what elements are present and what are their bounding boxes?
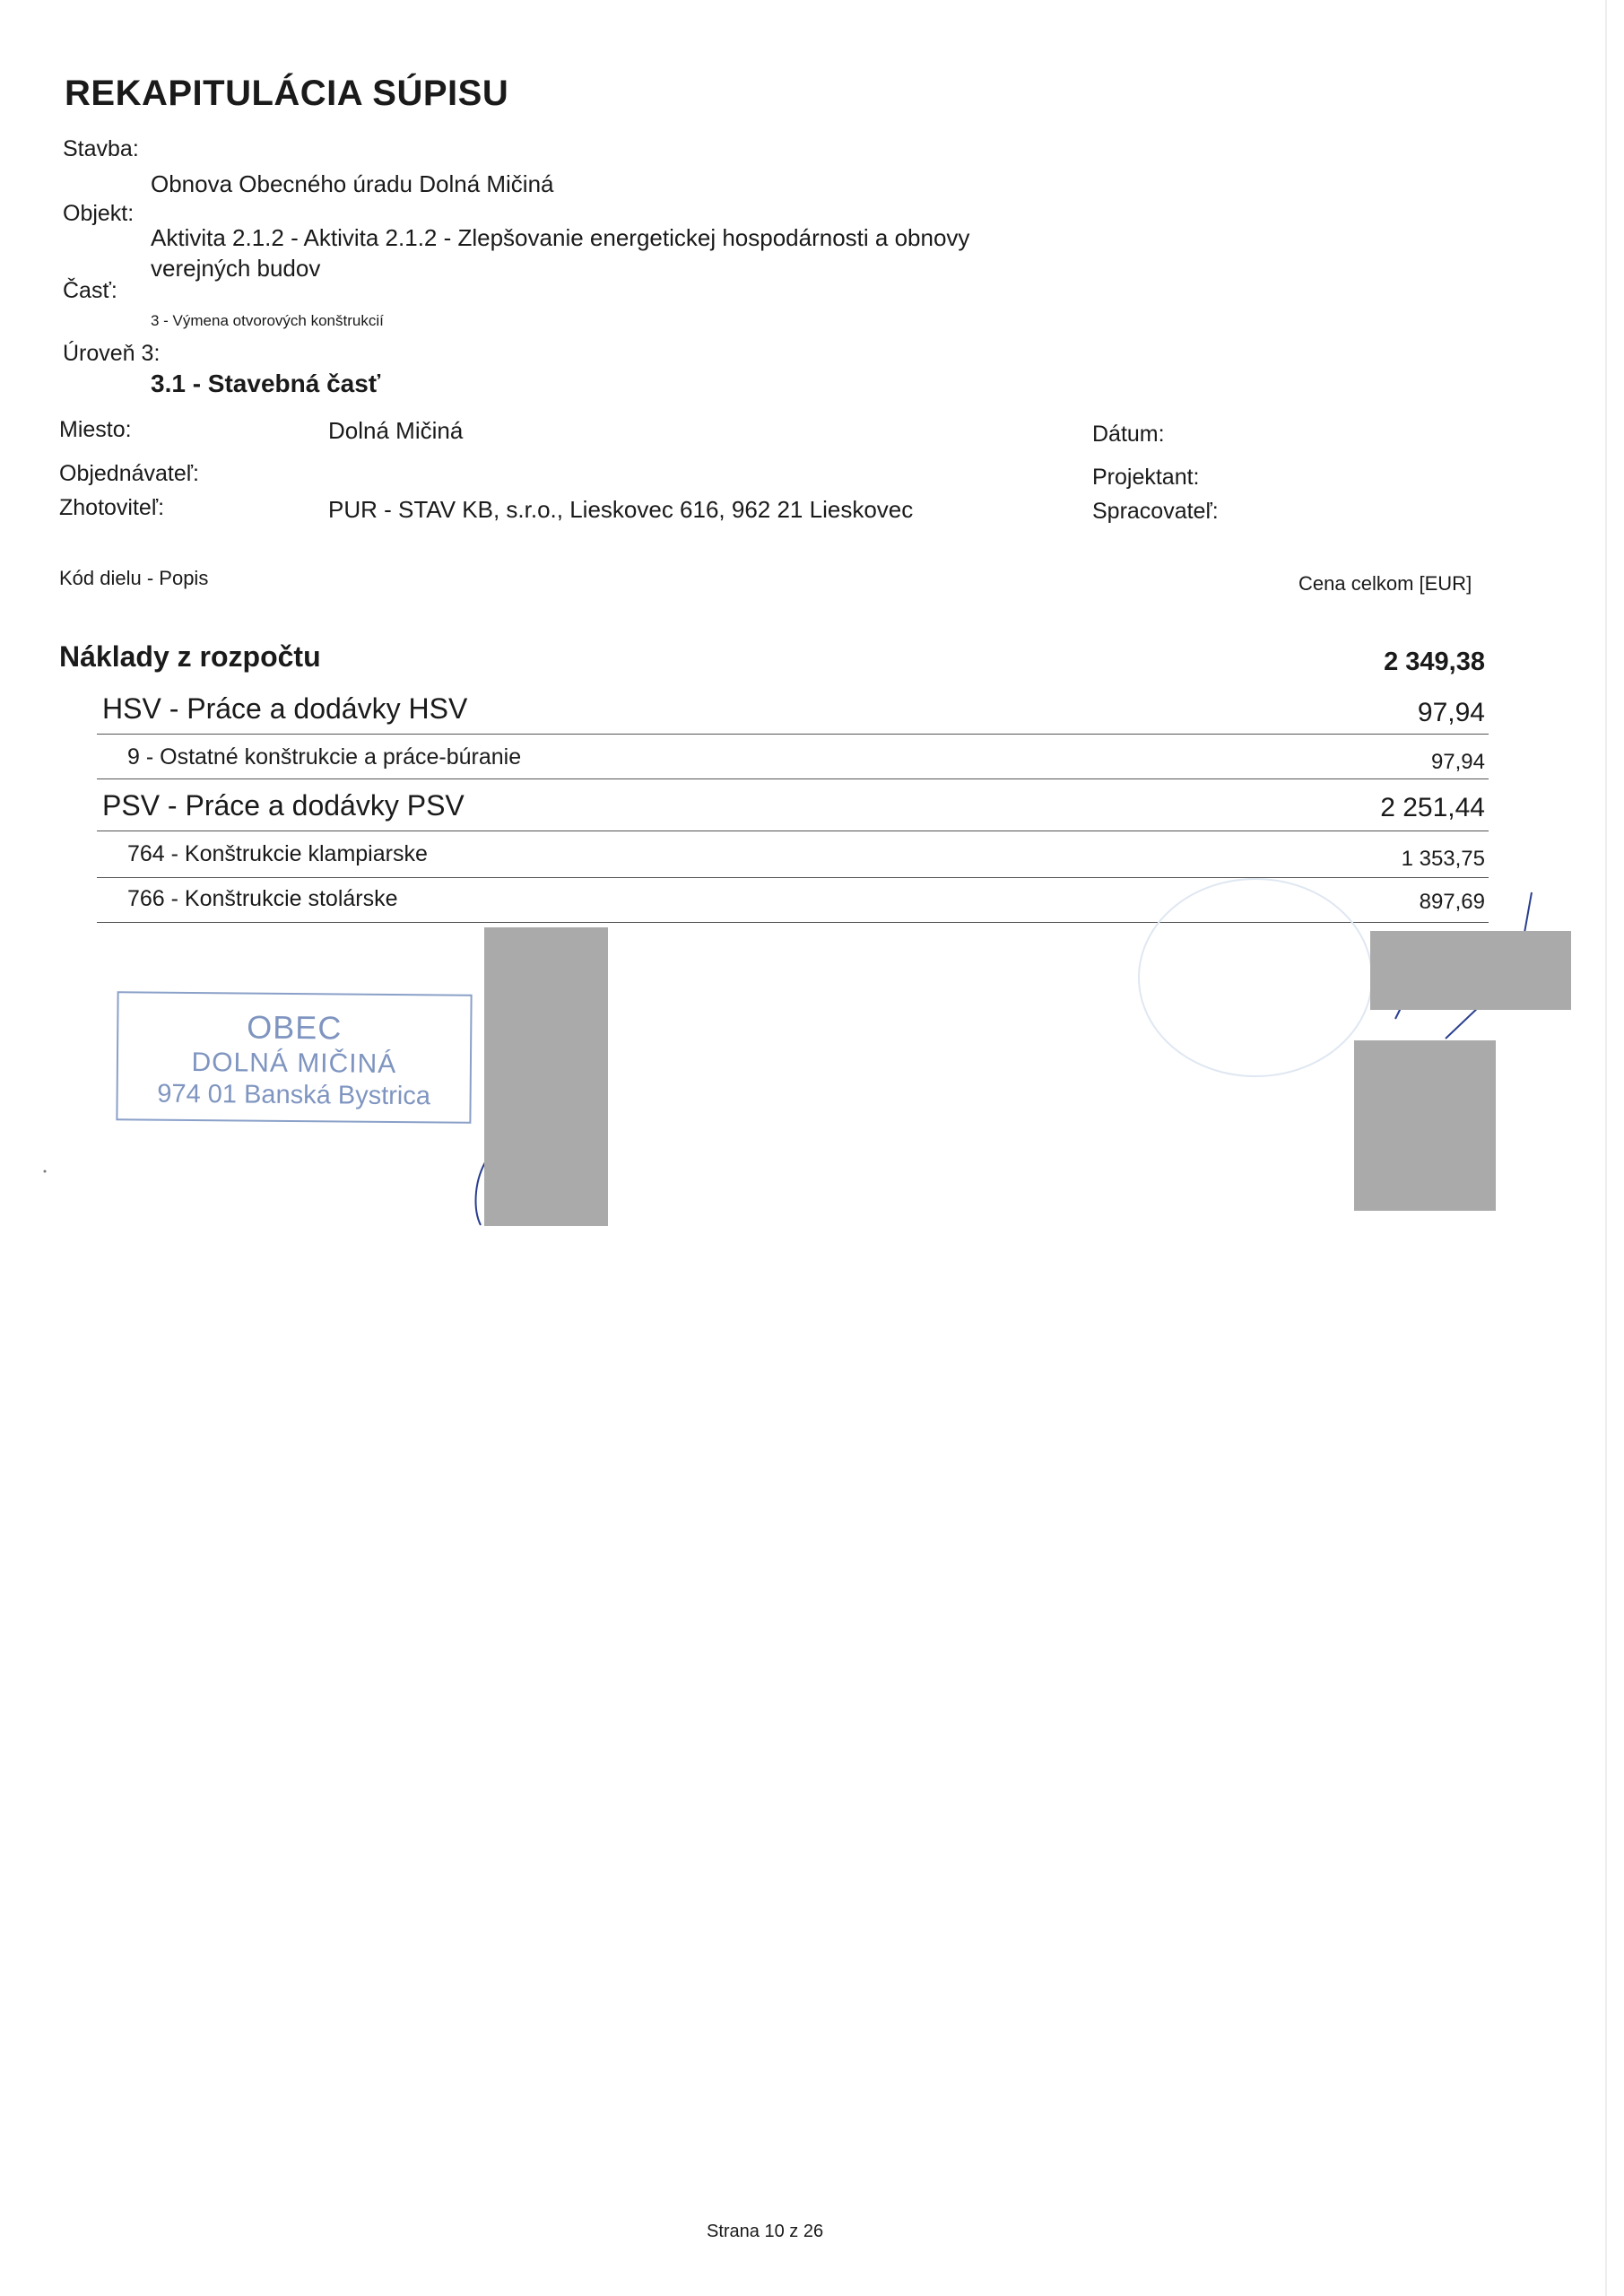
stavba-value: Obnova Obecného úradu Dolná Mičiná — [151, 170, 554, 197]
cast-value: 3 - Výmena otvorových konštrukcií — [151, 312, 384, 329]
zhotovitel-label: Zhotoviteľ: — [59, 495, 165, 520]
objekt-value-line2: verejných budov — [151, 255, 321, 282]
row-764-value: 1 353,75 — [1401, 847, 1485, 871]
page-number: Strana 10 z 26 — [707, 2222, 824, 2241]
cast-label: Časť: — [63, 278, 117, 303]
objekt-label: Objekt: — [63, 201, 135, 226]
column-header-code: Kód dielu - Popis — [59, 567, 209, 589]
uroven-label: Úroveň 3: — [63, 341, 161, 366]
row-766-label: 766 - Konštrukcie stolárske — [127, 886, 398, 911]
row-psv-value: 2 251,44 — [1380, 793, 1485, 822]
total-value: 2 349,38 — [1384, 648, 1485, 676]
objednavatel-label: Objednávateľ: — [59, 461, 200, 486]
column-header-price: Cena celkom [EUR] — [1298, 572, 1472, 595]
projektant-label: Projektant: — [1092, 465, 1200, 490]
datum-label: Dátum: — [1092, 422, 1165, 447]
row-psv-label: PSV - Práce a dodávky PSV — [102, 789, 465, 822]
objekt-value-line1: Aktivita 2.1.2 - Aktivita 2.1.2 - Zlepšovanie energetickej hospodárnosti a obnovy — [151, 224, 970, 251]
redaction-box — [484, 927, 608, 1226]
row-9-value: 97,94 — [1430, 750, 1485, 774]
row-hsv-label: HSV - Práce a dodávky HSV — [102, 692, 468, 725]
zhotovitel-value: PUR - STAV KB, s.r.o., Lieskovec 616, 962 21 Lieskovec — [328, 496, 914, 523]
row-hsv-value: 97,94 — [1417, 698, 1485, 727]
miesto-value: Dolná Mičiná — [328, 417, 464, 444]
row-764-label: 764 - Konštrukcie klampiarske — [127, 841, 428, 866]
uroven-value: 3.1 - Stavebná časť — [151, 370, 381, 397]
row-9-label: 9 - Ostatné konštrukcie a práce-búranie — [127, 744, 522, 770]
stamp-line1: OBEC — [247, 1008, 343, 1047]
stamp-line3: 974 01 Banská Bystrica — [157, 1079, 431, 1111]
stamp-line2: DOLNÁ MIČINÁ — [191, 1048, 397, 1079]
stavba-label: Stavba: — [63, 136, 139, 161]
redaction-box — [1370, 931, 1571, 1010]
redaction-box — [1354, 1040, 1496, 1211]
miesto-label: Miesto: — [59, 417, 132, 442]
total-label: Náklady z rozpočtu — [59, 640, 321, 673]
page-title: REKAPITULÁCIA SÚPISU — [65, 74, 509, 113]
row-766-value: 897,69 — [1419, 890, 1485, 914]
spracovatel-label: Spracovateľ: — [1092, 499, 1219, 524]
